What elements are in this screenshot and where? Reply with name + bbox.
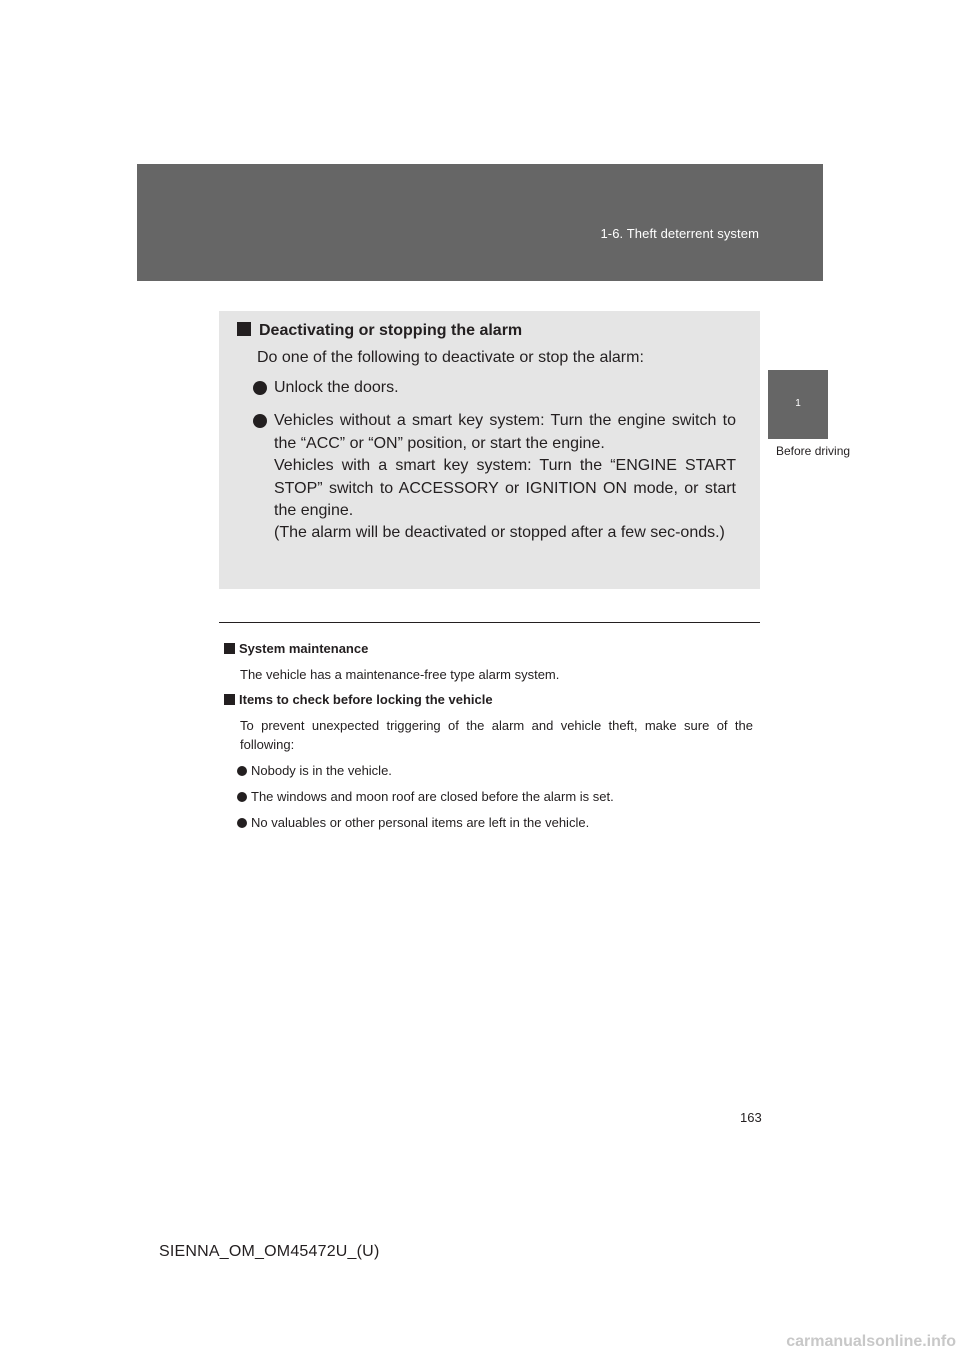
check-item-1: Nobody is in the vehicle. bbox=[237, 763, 392, 778]
bullet2-line2: Vehicles with a smart key system: Turn the “ENGINE START STOP” switch to ACCESSORY or IGNITION ON mode, or start the engine. bbox=[274, 457, 736, 519]
chapter-number: 1 bbox=[795, 398, 801, 409]
round-bullet-icon bbox=[253, 381, 267, 395]
round-bullet-icon bbox=[237, 792, 247, 802]
box-heading: Deactivating or stopping the alarm bbox=[237, 322, 522, 340]
section-title: 1-6. Theft deterrent system bbox=[600, 226, 759, 241]
header-bar bbox=[137, 164, 823, 281]
bullet2-line1: Vehicles without a smart key system: Turn the engine switch to the “ACC” or “ON” position, or start the engine. bbox=[274, 412, 736, 452]
maintenance-heading: System maintenance bbox=[224, 641, 368, 656]
page-number: 163 bbox=[740, 1110, 762, 1125]
document-id: SIENNA_OM_OM45472U_(U) bbox=[159, 1243, 380, 1260]
round-bullet-icon bbox=[253, 414, 267, 428]
box-intro: Do one of the following to deactivate or stop the alarm: bbox=[257, 349, 644, 366]
check-item-3: No valuables or other personal items are left in the vehicle. bbox=[237, 815, 589, 830]
section-divider bbox=[219, 622, 760, 623]
check-item-2: The windows and moon roof are closed before the alarm is set. bbox=[237, 789, 614, 804]
bullet2-line3: (The alarm will be deactivated or stopped after a few sec-onds.) bbox=[274, 524, 725, 541]
round-bullet-icon bbox=[237, 818, 247, 828]
square-bullet-icon bbox=[224, 643, 235, 654]
maintenance-text: The vehicle has a maintenance-free type alarm system. bbox=[240, 667, 560, 682]
chapter-label-wrap: Before driving bbox=[776, 444, 851, 458]
square-bullet-icon bbox=[237, 322, 251, 336]
chapter-tab bbox=[768, 370, 828, 439]
alarm-info-box: Deactivating or stopping the alarm Do one of the following to deactivate or stop the alarm: Unlock the doors. Vehicles without a smart key system: Turn the engine switch to the “ACC” or “ON” position, or start the engine. Vehicles with a smart key system: Turn the “ENGINE START STOP” switch to ACCESSORY or IGNITION ON mode, or start the engine. (The alarm will be deactivated or stopped after a few sec-onds.) bbox=[219, 311, 760, 589]
check-heading: Items to check before locking the vehicle bbox=[224, 692, 493, 707]
square-bullet-icon bbox=[224, 694, 235, 705]
round-bullet-icon bbox=[237, 766, 247, 776]
check-text: To prevent unexpected triggering of the alarm and vehicle theft, make sure of the following: bbox=[240, 718, 753, 752]
watermark[interactable]: carmanualsonline.info bbox=[786, 1333, 956, 1350]
